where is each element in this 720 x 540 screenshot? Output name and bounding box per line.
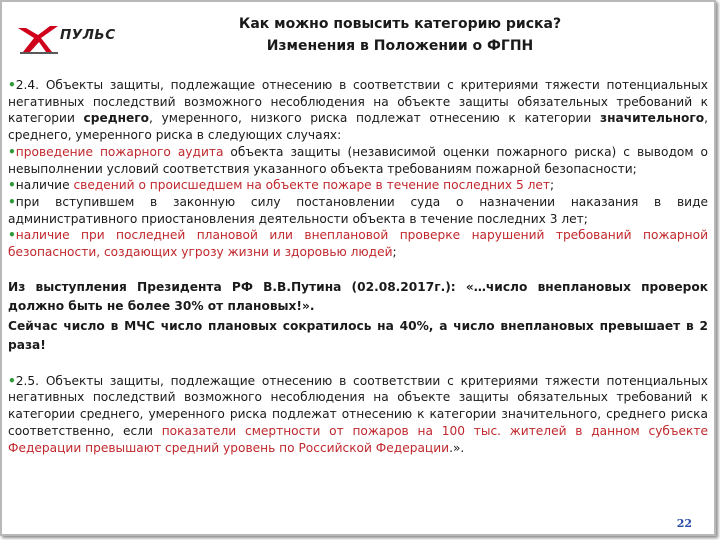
bullet-icon: • bbox=[8, 178, 16, 193]
slide-content bbox=[8, 77, 708, 456]
list-item: •наличие сведений о происшедшем на объекте пожаре в течение последних 5 лет; bbox=[8, 178, 555, 193]
emphasis-medium: среднего bbox=[83, 111, 150, 126]
logo-mark-icon bbox=[14, 22, 62, 56]
list-item: •проведение пожарного аудита объекта защиты (независимой оценки пожарного риска) с выводом о невыполнении условий соответствия указанного объекта требованиям пожарной безопасности; bbox=[8, 144, 708, 176]
list-item: •при вступившем в законную силу постановлении суда о назначении наказания в виде административного приостановления деятельности объекта в течение последних 3 лет; bbox=[8, 194, 708, 226]
bullet-icon: • bbox=[8, 194, 16, 209]
emphasis-significant: значительного bbox=[599, 111, 705, 126]
section-2-4: •2.4. Объекты защиты, подлежащие отнесению в соответствии с критериями тяжести потенциальных негативных последствий возможного несоблюдения на объекте защиты обязательных требований к категории среднего, умеренного, низкого риска подлежат отнесению к категории значительного, среднего, умеренного риска в следующих случаях: bbox=[8, 78, 708, 143]
logo-text: ПУЛЬС bbox=[60, 27, 116, 43]
title-line-1: Как можно повысить категорию риска? bbox=[238, 16, 562, 32]
mchs-statement: Сейчас число в МЧС число плановых сократилось на 40%, а число внеплановых превышает в 2 раза! bbox=[8, 318, 708, 353]
slide-title bbox=[130, 13, 670, 57]
list-item: •наличие при последней плановой или внеплановой проверке нарушений требований пожарной безопасности, создающих угрозу жизни и здоровью людей; bbox=[8, 228, 708, 260]
pulse-logo bbox=[14, 22, 124, 56]
section-2-5: •2.5. Объекты защиты, подлежащие отнесению в соответствии с критериями тяжести потенциальных негативных последствий возможного несоблюдения на объекте защиты обязательных требований к категории среднего, умеренного риска подлежат отнесению к категории значительного, среднего риска соответственно, если показатели смертности от пожаров на 100 тыс. жителей в данном субъекте Федерации превышают средний уровень по Российской Федерации.». bbox=[8, 373, 708, 455]
putin-quote: Из выступления Президента РФ В.В.Путина (02.08.2017г.): «…число внеплановых проверок должно быть не более 30% от плановых!». bbox=[8, 279, 708, 314]
bullet-icon: • bbox=[8, 78, 16, 92]
page-number: 22 bbox=[676, 517, 692, 530]
bullet-icon: • bbox=[8, 373, 16, 388]
title-line-2: Изменения в Положении о ФГПН bbox=[266, 38, 534, 54]
bullet-icon: • bbox=[8, 228, 16, 243]
bullet-icon: • bbox=[8, 144, 16, 159]
